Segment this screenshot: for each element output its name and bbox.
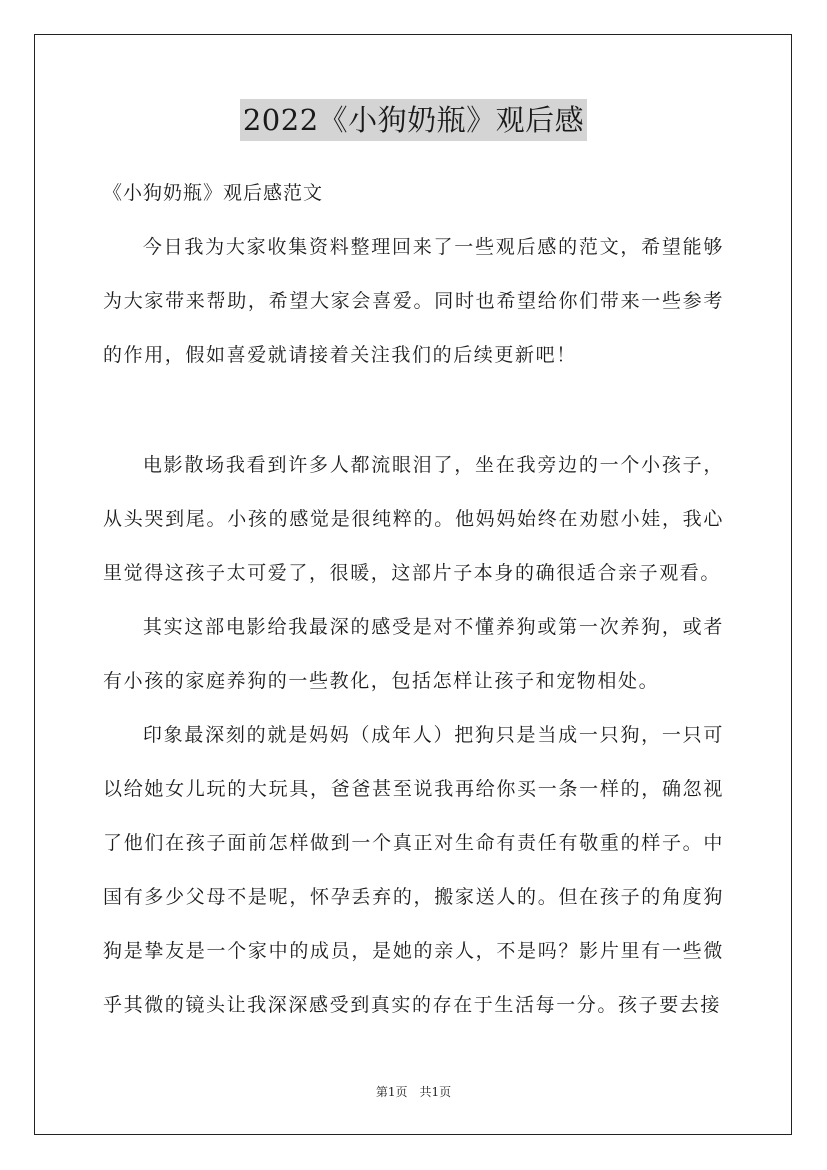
document-subtitle: 《小狗奶瓶》观后感范文: [103, 182, 324, 204]
page-footer: 第1页 共1页: [375, 1085, 452, 1099]
title-container: [0, 99, 827, 141]
paragraph-feeling: 其实这部电影给我最深的感受是对不懂养狗或第一次养狗，或者有小孩的家庭养狗的一些教化，包括怎样让孩子和宠物相处。: [103, 616, 724, 692]
paragraph-cinema: 电影散场我看到许多人都流眼泪了，坐在我旁边的一个小孩子，从头哭到尾。小孩的感觉是很纯粹的。他妈妈始终在劝慰小娃，我心里觉得这孩子太可爱了，很暖，这部片子本身的确很适合亲子观看。: [103, 454, 724, 584]
paragraph-impression: 印象最深刻的就是妈妈（成年人）把狗只是当成一只狗，一只可以给她女儿玩的大玩具，爸爸甚至说我再给你买一条一样的，确忽视了他们在孩子面前怎样做到一个真正对生命有责任有敬重的样子。中国有多少父母不是呢，怀孕丢弃的，搬家送人的。但在孩子的角度狗狗是挚友是一个家中的成员，是她的亲人，不是吗？影片里有一些微乎其微的镜头让我深深感受到真实的存在于生活每一分。孩子要去接: [103, 724, 724, 1016]
document-title: 2022《小狗奶瓶》观后感: [240, 99, 587, 141]
paragraph-intro: 今日我为大家收集资料整理回来了一些观后感的范文，希望能够为大家带来帮助，希望大家会喜爱。同时也希望给你们带来一些参考的作用，假如喜爱就请接着关注我们的后续更新吧！: [103, 236, 724, 366]
